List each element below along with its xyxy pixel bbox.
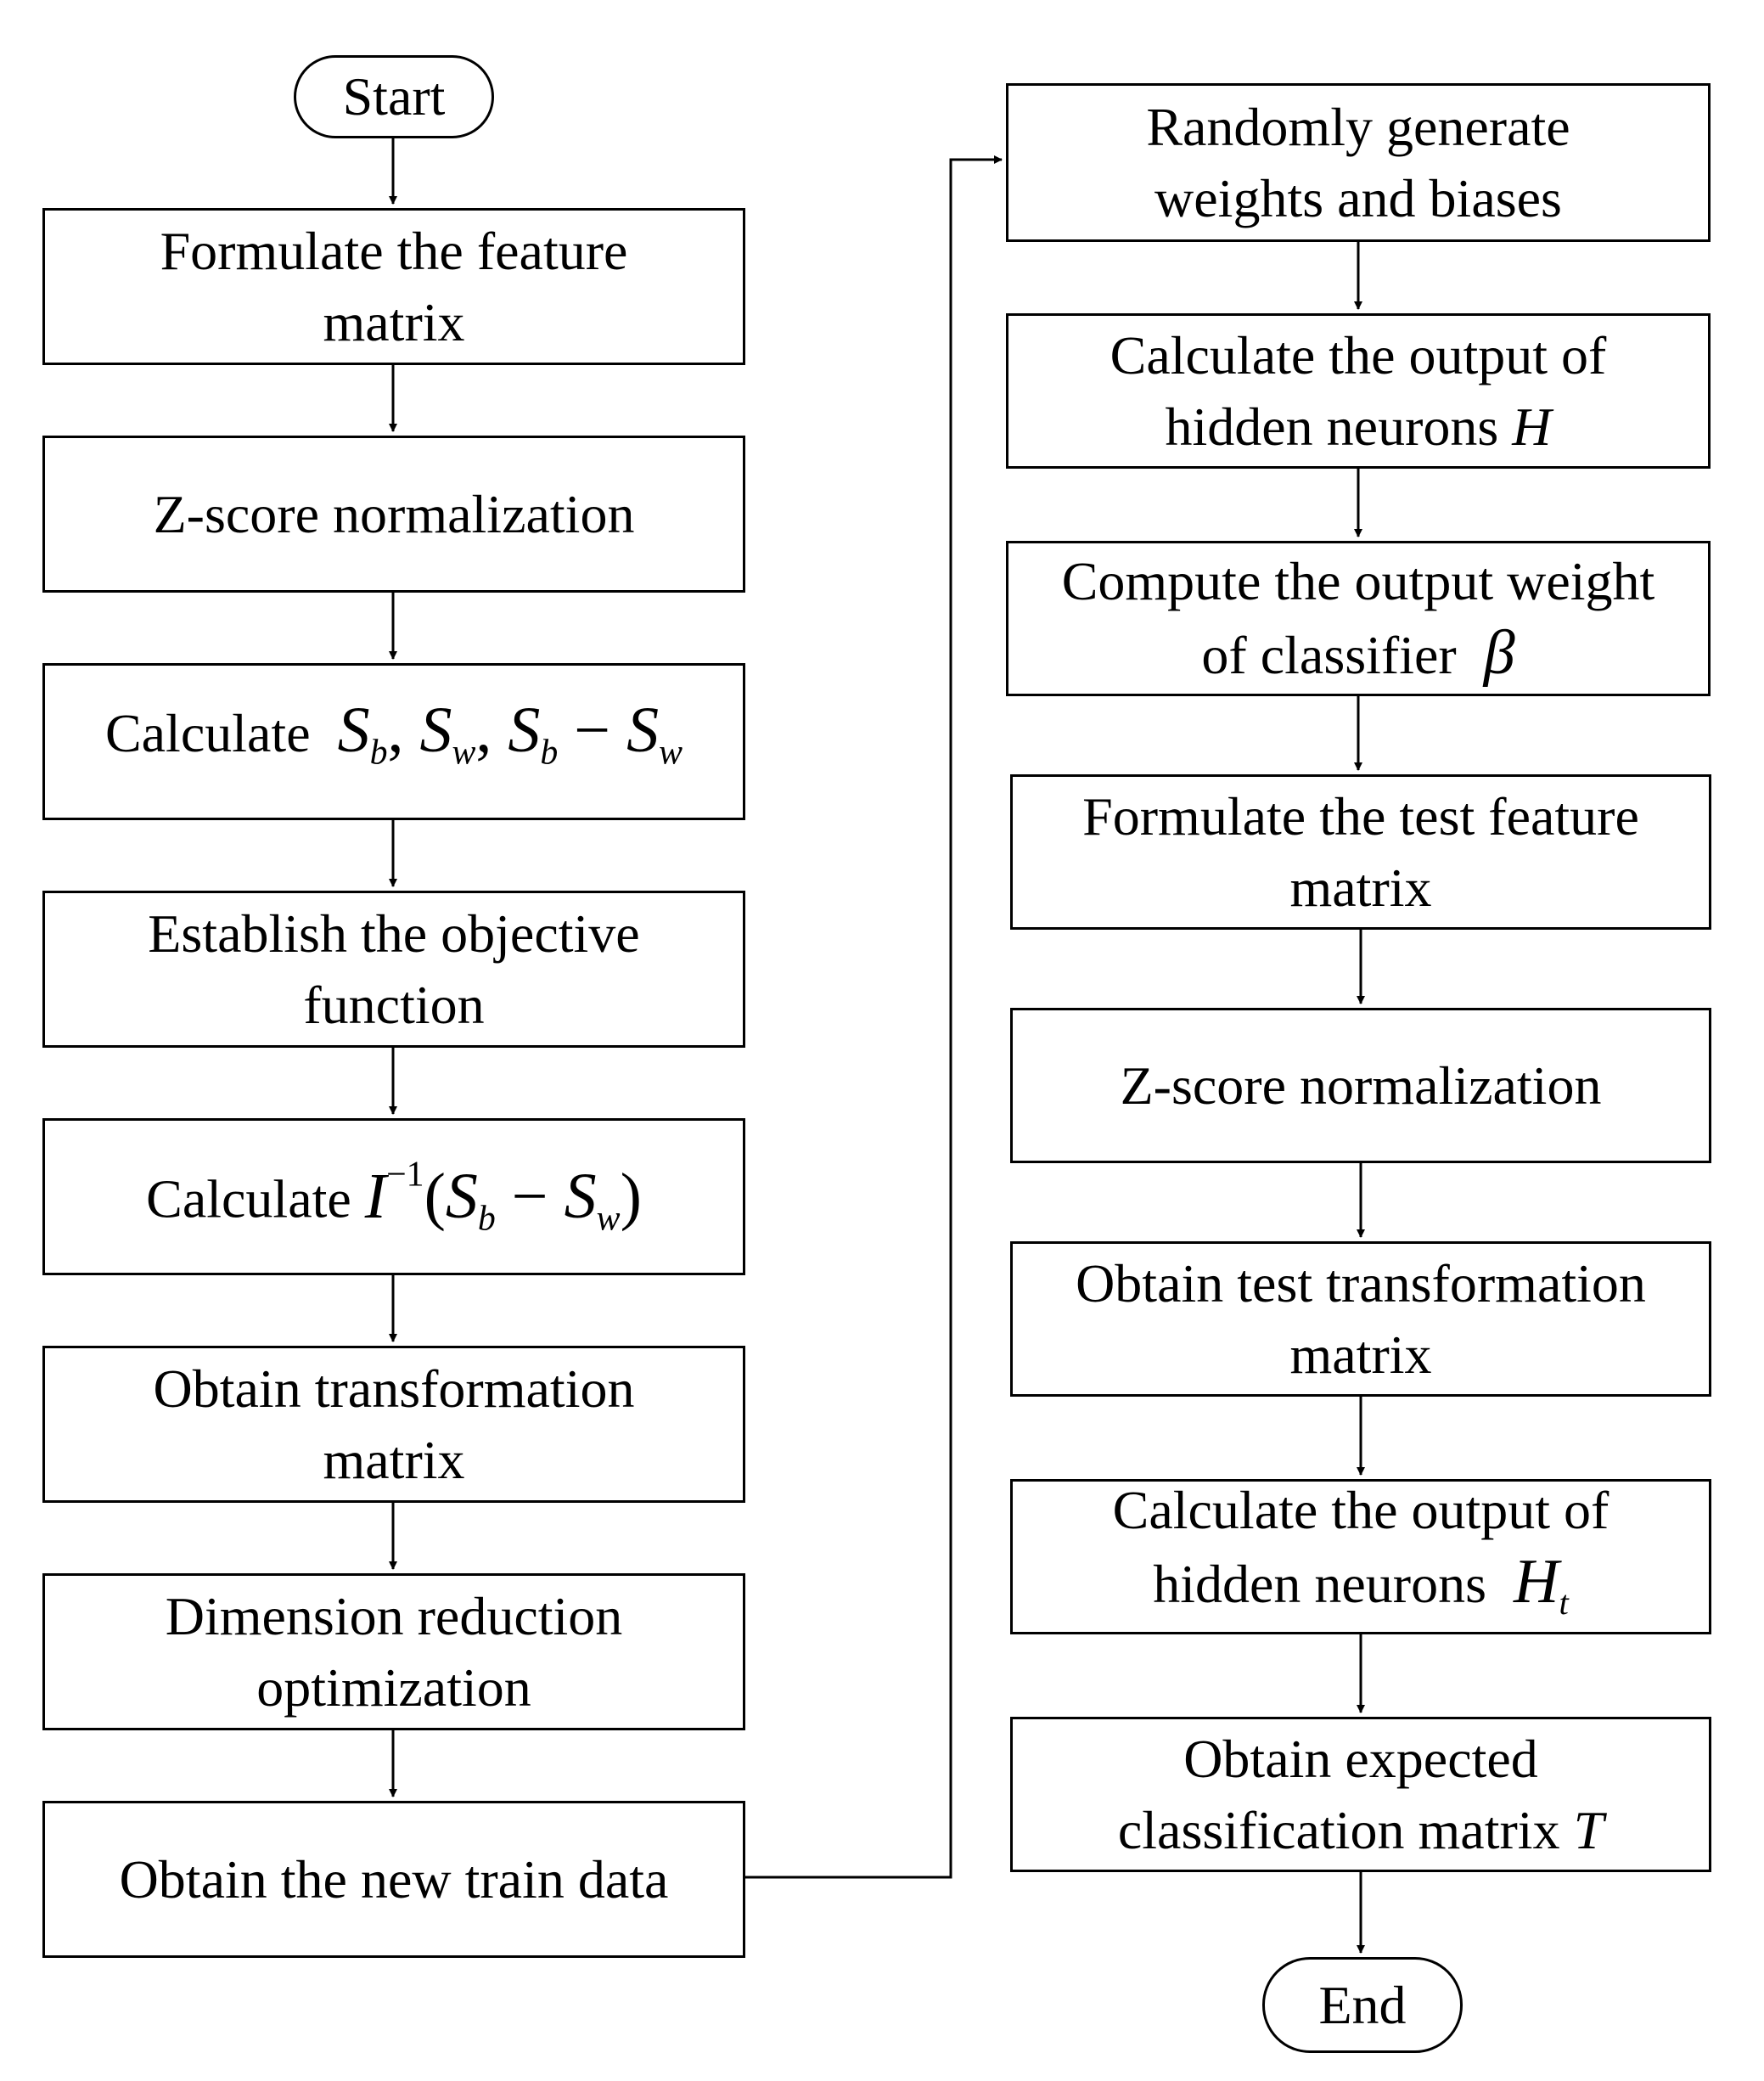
step-calculate-hidden-output-test (1010, 1479, 1711, 1634)
step-calculate-scatter-matrices (42, 663, 745, 820)
step-zscore-normalization (42, 436, 745, 593)
step-label-with-symbol (1118, 1724, 1604, 1866)
formula-sw-sub: w (596, 1199, 621, 1239)
step-label: Calculate (104, 703, 311, 764)
step-obtain-classification-matrix (1010, 1717, 1711, 1872)
formula-sb-sw (105, 695, 683, 789)
step-obtain-new-train-data (42, 1801, 745, 1958)
step-label-with-symbol (1110, 320, 1607, 463)
formula-sw-sub: w (452, 733, 476, 773)
formula-inv-sup: −1 (386, 1155, 424, 1195)
step-formulate-test-feature-matrix (1010, 774, 1711, 930)
formula-minus: − (511, 1160, 548, 1232)
step-formulate-feature-matrix (42, 208, 745, 365)
step-label: Obtain the new train data (119, 1848, 669, 1909)
formula-minus: − (574, 695, 611, 767)
formula-lparen: ( (424, 1160, 446, 1232)
step-label: Calculate the output of hidden neurons (1112, 1479, 1610, 1614)
symbol-beta: β (1483, 618, 1515, 688)
step-zscore-normalization-test (1010, 1008, 1711, 1163)
step-label: Obtain test transformation matrix (1076, 1252, 1646, 1385)
step-label: Randomly generate weights and biases (1146, 96, 1570, 228)
step-label: Calculate the output of hidden neurons (1110, 324, 1607, 457)
step-label: Formulate the feature matrix (160, 220, 628, 352)
formula-sb-symbol: S (337, 695, 370, 767)
start-label: Start (342, 66, 446, 127)
step-label: Establish the objective function (148, 903, 640, 1035)
step-label: Dimension reduction optimization (165, 1585, 623, 1718)
formula-comma: , (387, 695, 404, 767)
symbol-T: T (1573, 1799, 1604, 1860)
step-label: Calculate (146, 1168, 351, 1229)
step-label: Z-score normalization (1120, 1055, 1602, 1116)
formula-sb-sub: b (477, 1199, 496, 1239)
formula-rparen: ) (620, 1160, 642, 1232)
step-obtain-test-transformation-matrix (1010, 1241, 1711, 1397)
start-terminal (294, 55, 494, 138)
formula-sw-symbol: S (419, 695, 452, 767)
step-randomly-generate-weights (1006, 83, 1711, 242)
formula-sb-sub: b (369, 733, 388, 773)
step-establish-objective-function (42, 891, 745, 1048)
formula-sw-sub: w (659, 733, 683, 773)
symbol-H: H (1512, 396, 1552, 457)
step-label: Z-score normalization (153, 483, 635, 544)
end-label: End (1318, 1974, 1407, 2035)
formula-sw-symbol: S (564, 1160, 597, 1232)
formula-comma: , (475, 695, 492, 767)
step-calculate-hidden-output (1006, 313, 1711, 469)
step-label: Formulate the test feature matrix (1082, 785, 1639, 918)
step-label: Obtain expected classification matrix (1117, 1728, 1560, 1860)
formula-sb-symbol: S (508, 695, 541, 767)
formula-sb-symbol: S (445, 1160, 478, 1232)
step-compute-output-weight (1006, 541, 1711, 696)
step-label: Obtain transformation matrix (153, 1358, 635, 1490)
step-obtain-transformation-matrix (42, 1346, 745, 1503)
end-terminal (1262, 1957, 1463, 2053)
symbol-Ht: H (1514, 1546, 1559, 1617)
formula-I-symbol: I (364, 1160, 387, 1232)
step-calculate-inverse-product (42, 1118, 745, 1275)
formula-inverse (146, 1139, 642, 1254)
step-label-with-symbol (1113, 1475, 1610, 1639)
step-label: Compute the output weight of classifier (1061, 551, 1655, 685)
step-dimension-reduction-optimization (42, 1573, 745, 1730)
formula-sw-symbol: S (626, 695, 660, 767)
symbol-Ht-sub: t (1559, 1583, 1569, 1623)
step-label-with-symbol (1062, 546, 1655, 691)
arrow-newtrain-to-randomly (745, 160, 1002, 1877)
formula-sb-sub: b (540, 733, 559, 773)
